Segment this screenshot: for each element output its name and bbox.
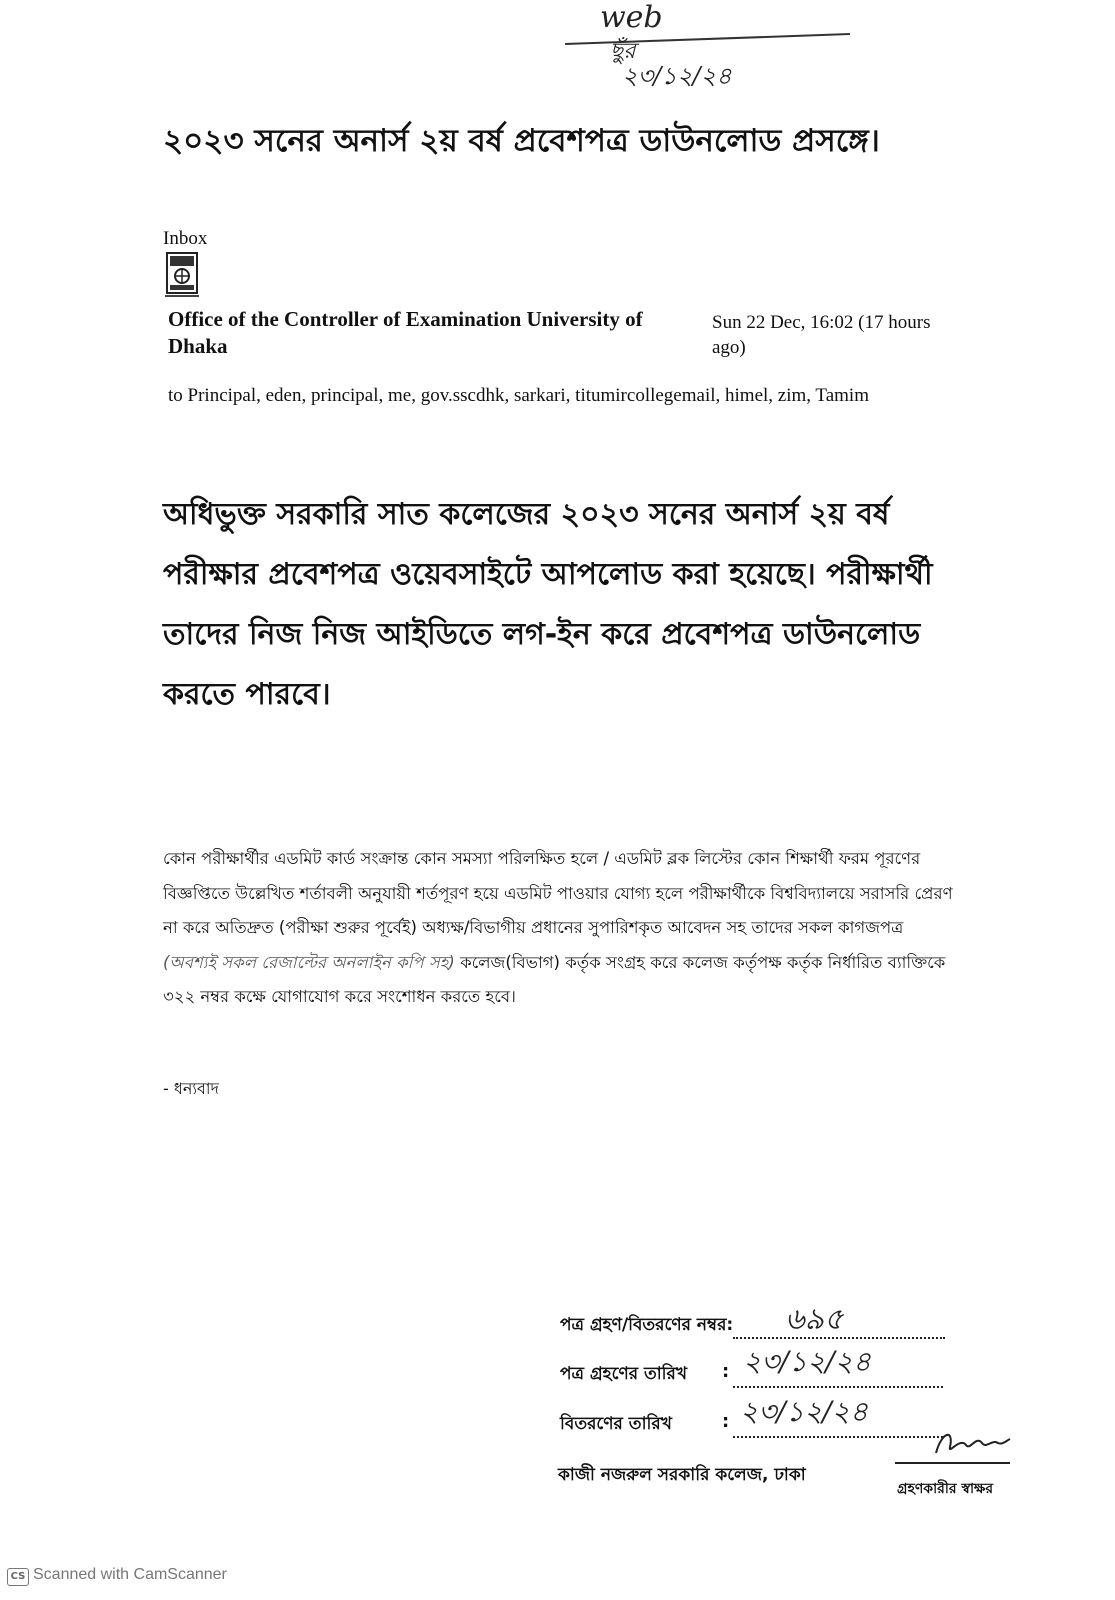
instructions-text-italic: (অবশ্যই সকল রেজাল্টের অনলাইন কপি সহ) [163,952,455,972]
closing-thanks: - ধন্যবাদ [163,1079,219,1098]
university-logo-icon [165,252,199,298]
signature-line [895,1462,1010,1464]
notice-instructions-paragraph [163,842,953,1015]
stamp-label-distribution-date: বিতরণের তারিখ [560,1414,672,1434]
stamp-colon: : [722,1361,730,1382]
instructions-text-part2: কলেজ(বিভাগ) কর্তৃক সংগ্রহ করে কলেজ কর্তৃপক্ষ কর্তৃক নির্ধারিত ব্যাক্তিকে ৩২২ নম্বর কক্ষে যোগাযোগ করে সংশোধন করতে হবে। [163,952,946,1006]
email-sender: Office of the Controller of Examination University of Dhaka [168,307,643,358]
inbox-label: Inbox [163,228,208,249]
handwritten-letter-number: ৬৯৫ [785,1302,844,1337]
handwritten-note-web: web [600,0,663,35]
email-timestamp: Sun 22 Dec, 16:02 (17 hours ago) [712,312,931,358]
stamp-label-received-date: পত্র গ্রহণের তারিখ [560,1364,688,1384]
camscanner-watermark: Scanned with CamScanner [33,1566,227,1583]
stamp-colon: : [722,1411,730,1432]
stamp-label-number: পত্র গ্রহণ/বিতরণের নম্বর: [560,1315,734,1335]
notice-main-paragraph: অধিভুক্ত সরকারি সাত কলেজের ২০২৩ সনের অনার্স ২য় বর্ষ পরীক্ষার প্রবেশপত্র ওয়েবসাইটে আপলোড করা হয়েছে। পরীক্ষার্থী তাদের নিজ নিজ আইডিতে লগ-ইন করে প্রবেশপত্র ডাউনলোড করতে পারবে। [163,497,933,712]
camscanner-logo-icon: CS [7,1568,29,1586]
email-subject: ২০২৩ সনের অনার্স ২য় বর্ষ প্রবেশপত্র ডাউনলোড প্রসঙ্গে। [163,123,880,159]
stamp-signature-label: গ্রহণকারীর স্বাক্ষর [897,1481,994,1497]
handwritten-note-initials: ছুঁর [610,39,636,64]
instructions-text-part1: কোন পরীক্ষার্থীর এডমিট কার্ড সংক্রান্ত কোন সমস্যা পরিলক্ষিত হলে / এডমিট ব্লক লিস্টের কোন শিক্ষার্থী ফরম পূরণের বিজ্ঞপ্তিতে উল্লেখিত শর্তাবলী অনুযায়ী শর্তপূরণ হয়ে এডমিট পাওয়ার যোগ্য হলে পরীক্ষার্থীকে বিশ্ববিদ্যালয়ে সরাসরি প্রেরণ না করে অতিদ্রুত (পরীক্ষা শুরুর পূর্বেই) অধ্যক্ষ/বিভাগীয় প্রধানের সুপারিশকৃত আবেদন সহ তাদের সকল কাগজপত্র [163,849,953,937]
handwritten-received-date: ২৩/১২/২৪ [743,1345,872,1378]
handwritten-note-date: ২৩/১২/২৪ [622,62,732,90]
email-recipients: to Principal, eden, principal, me, gov.sscdhk, sarkari, titumircollegemail, himel, zim, Tamim [168,385,869,406]
handwritten-distribution-date: ২৩/১২/২৪ [740,1395,869,1428]
stamp-college-name: কাজী নজরুল সরকারি কলেজ, ঢাকা [558,1465,806,1485]
